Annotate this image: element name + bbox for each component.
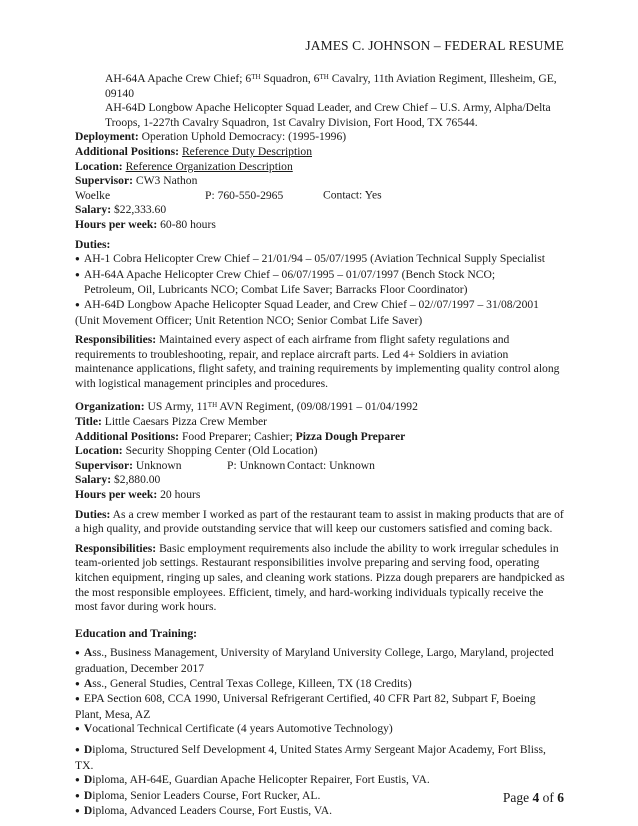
supervisor-line: Supervisor: CW3 Nathon Woelke P: 760-550-2965 Contact: Yes xyxy=(75,174,382,202)
duties-paragraph-2: Duties: As a crew member I worked as part of the restaurant team to assist in making products that are of a high quality, and provide outstanding service that will keep our customers satisfied and coming back. xyxy=(75,507,564,536)
supervisor-line-2: Supervisor: Unknown P: Unknown Contact: Unknown xyxy=(75,458,375,472)
organization-line: Organization: US Army, 11TH AVN Regiment, (09/08/1991 – 01/04/1992 xyxy=(75,400,418,414)
education-item: ● Ass., General Studies, Central Texas College, Killeen, TX (18 Credits) xyxy=(75,677,565,693)
role-line-2: AH-64D Longbow Apache Helicopter Squad Leader, and Crew Chief – U.S. Army, Alpha/Delta Troops, 1-227th Cavalry Squadron, 1st Cavalry Division, Fort Hood, TX 76544. xyxy=(105,101,551,129)
salary-line: Salary: $22,333.60 xyxy=(75,203,167,217)
duty-item: ● AH-64D Longbow Apache Helicopter Squad Leader, and Crew Chief – 02//07/1997 – 31/08/2001 (Unit Movement Officer; Unit Retention NCO; Senior Combat Life Saver) xyxy=(75,298,565,328)
location-line-2: Location: Security Shopping Center (Old Location) xyxy=(75,444,318,458)
page-header: JAMES C. JOHNSON – FEDERAL RESUME xyxy=(305,38,564,53)
hours-line-2: Hours per week: 20 hours xyxy=(75,488,201,502)
education-item: ● EPA Section 608, CCA 1990, Universal Refrigerant Certified, 40 CFR Part 82, Subpart F, Boeing Plant, Mesa, AZ xyxy=(75,692,565,722)
education-item: ● Vocational Technical Certificate (4 years Automotive Technology) xyxy=(75,722,565,738)
page-number: Page 4 of 6 xyxy=(502,790,564,805)
education-item: ● Diploma, Advanced Leaders Course, Fort Eustis, VA. xyxy=(75,804,565,820)
education-item: ● Diploma, AH-64E, Guardian Apache Helicopter Repairer, Fort Eustis, VA. xyxy=(75,773,565,789)
deployment-line: Deployment: Operation Uphold Democracy: (1995-1996) xyxy=(75,130,347,144)
responsibilities-paragraph-2: Responsibilities: Basic employment requirements also include the ability to work irregular schedules in team-oriented job settings. Restaurant responsibilities involve preparing and serving food, operating kitchen equipment, ringing up sales, and cleaning work stations. Pizza dough preparers are handpicked as the most responsible employees. Efficient, timely, and hard-working individuals typically receive the most favor during work hours. xyxy=(75,541,565,614)
role-line-1: AH-64A Apache Crew Chief; 6TH Squadron, 6TH Cavalry, 11th Aviation Regiment, Illesheim, GE, 09140 xyxy=(105,72,557,100)
additional-positions-line: Additional Positions: Reference Duty Description xyxy=(75,144,313,158)
education-item: ● Ass., Business Management, University of Maryland University College, Largo, Maryland, projected graduation, December 2017 xyxy=(75,646,565,676)
salary-line-2: Salary: $2,880.00 xyxy=(75,473,161,487)
resume-content xyxy=(75,72,565,820)
reference-duty-link[interactable]: Reference Duty Description xyxy=(181,144,313,158)
responsibilities-paragraph: Responsibilities: Maintained every aspect of each airframe from flight safety regulations and requirements to troubleshooting, repair, and replace aircraft parts. Led 4+ Soldiers in aviation maintenance applications, flight safety, and training requirements by implementing quality control along with logistical management principles and procedures. xyxy=(75,333,560,390)
education-heading: Education and Training: xyxy=(75,626,197,640)
duty-item: ● AH-1 Cobra Helicopter Crew Chief – 21/01/94 – 05/07/1995 (Aviation Technical Supply Specialist xyxy=(75,252,565,268)
additional-positions-line-2: Additional Positions: Food Preparer; Cashier; Pizza Dough Preparer xyxy=(75,429,406,443)
title-line: Title: Little Caesars Pizza Crew Member xyxy=(75,415,267,429)
duty-item-continued: Petroleum, Oil, Lubricants NCO; Combat Life Saver; Barracks Floor Coordinator) xyxy=(84,283,468,297)
education-item: ● Diploma, Structured Self Development 4, United States Army Sergeant Major Academy, Fort Bliss, TX. xyxy=(75,743,565,773)
location-line: Location: Reference Organization Description xyxy=(75,159,293,173)
reference-organization-link[interactable]: Reference Organization Description xyxy=(125,159,293,173)
duties-heading: Duties: xyxy=(75,237,111,251)
hours-line: Hours per week: 60-80 hours xyxy=(75,217,216,231)
duty-item: ● AH-64A Apache Helicopter Crew Chief – 06/07/1995 – 01/07/1997 (Bench Stock NCO; xyxy=(75,268,565,284)
education-item: ● Diploma, Senior Leaders Course, Fort Rucker, AL. xyxy=(75,789,565,805)
